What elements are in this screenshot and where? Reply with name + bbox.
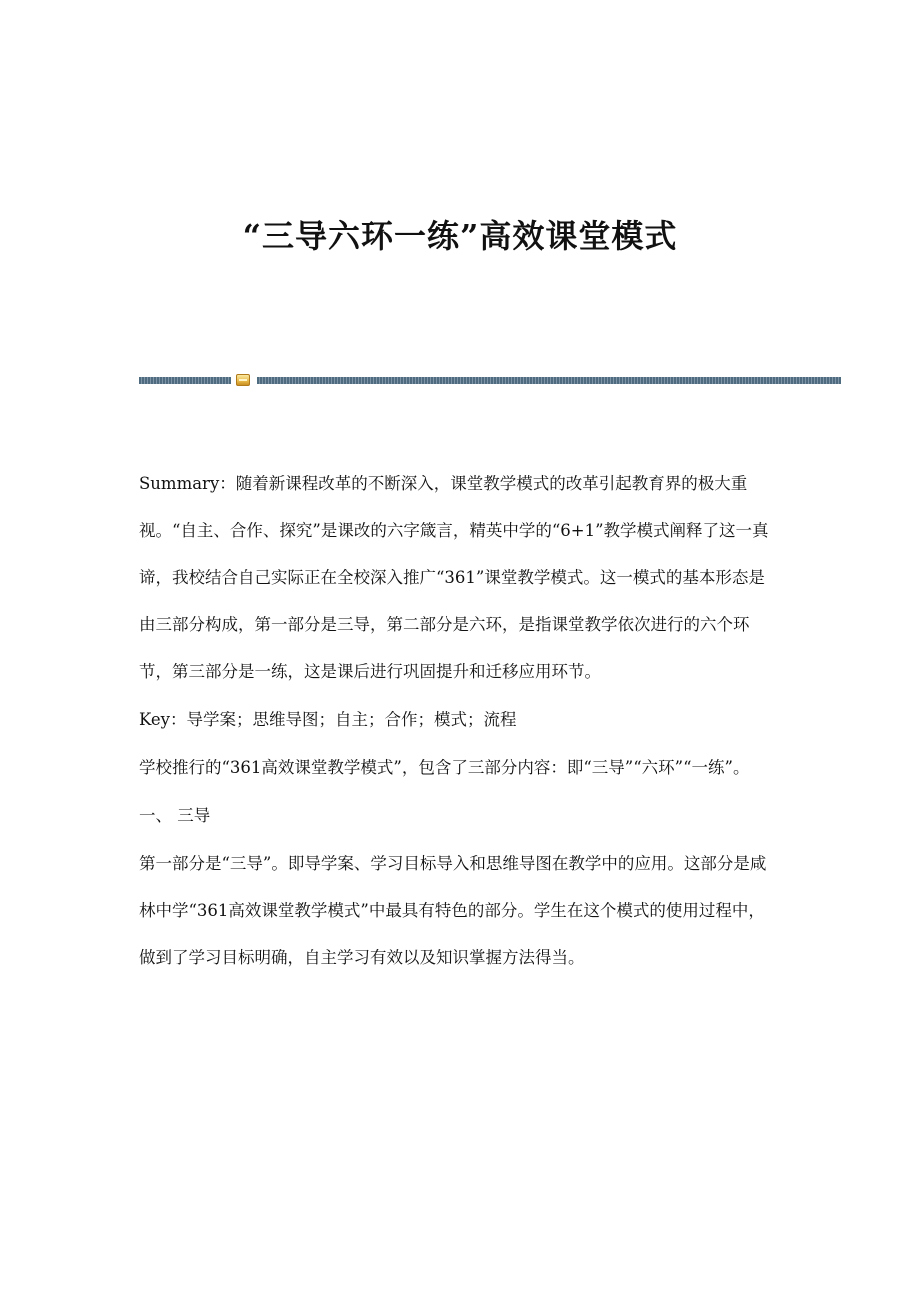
divider-bar-left [139, 377, 231, 384]
document-title: “三导六环一练”高效课堂模式 [242, 217, 678, 255]
title-divider [139, 374, 841, 386]
divider-bar-right [257, 377, 841, 384]
intro-paragraph: 学校推行的“361高效课堂教学模式”，包含了三部分内容：即“三导”“六环”“一练”。 [139, 758, 750, 777]
document-body [139, 460, 779, 982]
divider-ornament-icon [236, 374, 250, 386]
section-heading: 一、 三导 [139, 806, 211, 825]
keywords-paragraph: Key：导学案；思维导图；自主；合作；模式；流程 [139, 710, 517, 729]
summary-paragraph: Summary：随着新课程改革的不断深入，课堂教学模式的改革引起教育界的极大重视。“自主、合作、探究”是课改的六字箴言，精英中学的“6+1”教学模式阐释了这一真谛，我校结合自己实际正在全校深入推广“361”课堂教学模式。这一模式的基本形态是由三部分构成，第一部分是三导，第二部分是六环，是指课堂教学依次进行的六个环节，第三部分是一练，这是课后进行巩固提升和迁移应用环节。 [139, 474, 769, 681]
section-paragraph: 第一部分是“三导”。即导学案、学习目标导入和思维导图在教学中的应用。这部分是咸林中学“361高效课堂教学模式”中最具有特色的部分。学生在这个模式的使用过程中，做到了学习目标明确，自主学习有效以及知识掌握方法得当。 [139, 854, 767, 967]
